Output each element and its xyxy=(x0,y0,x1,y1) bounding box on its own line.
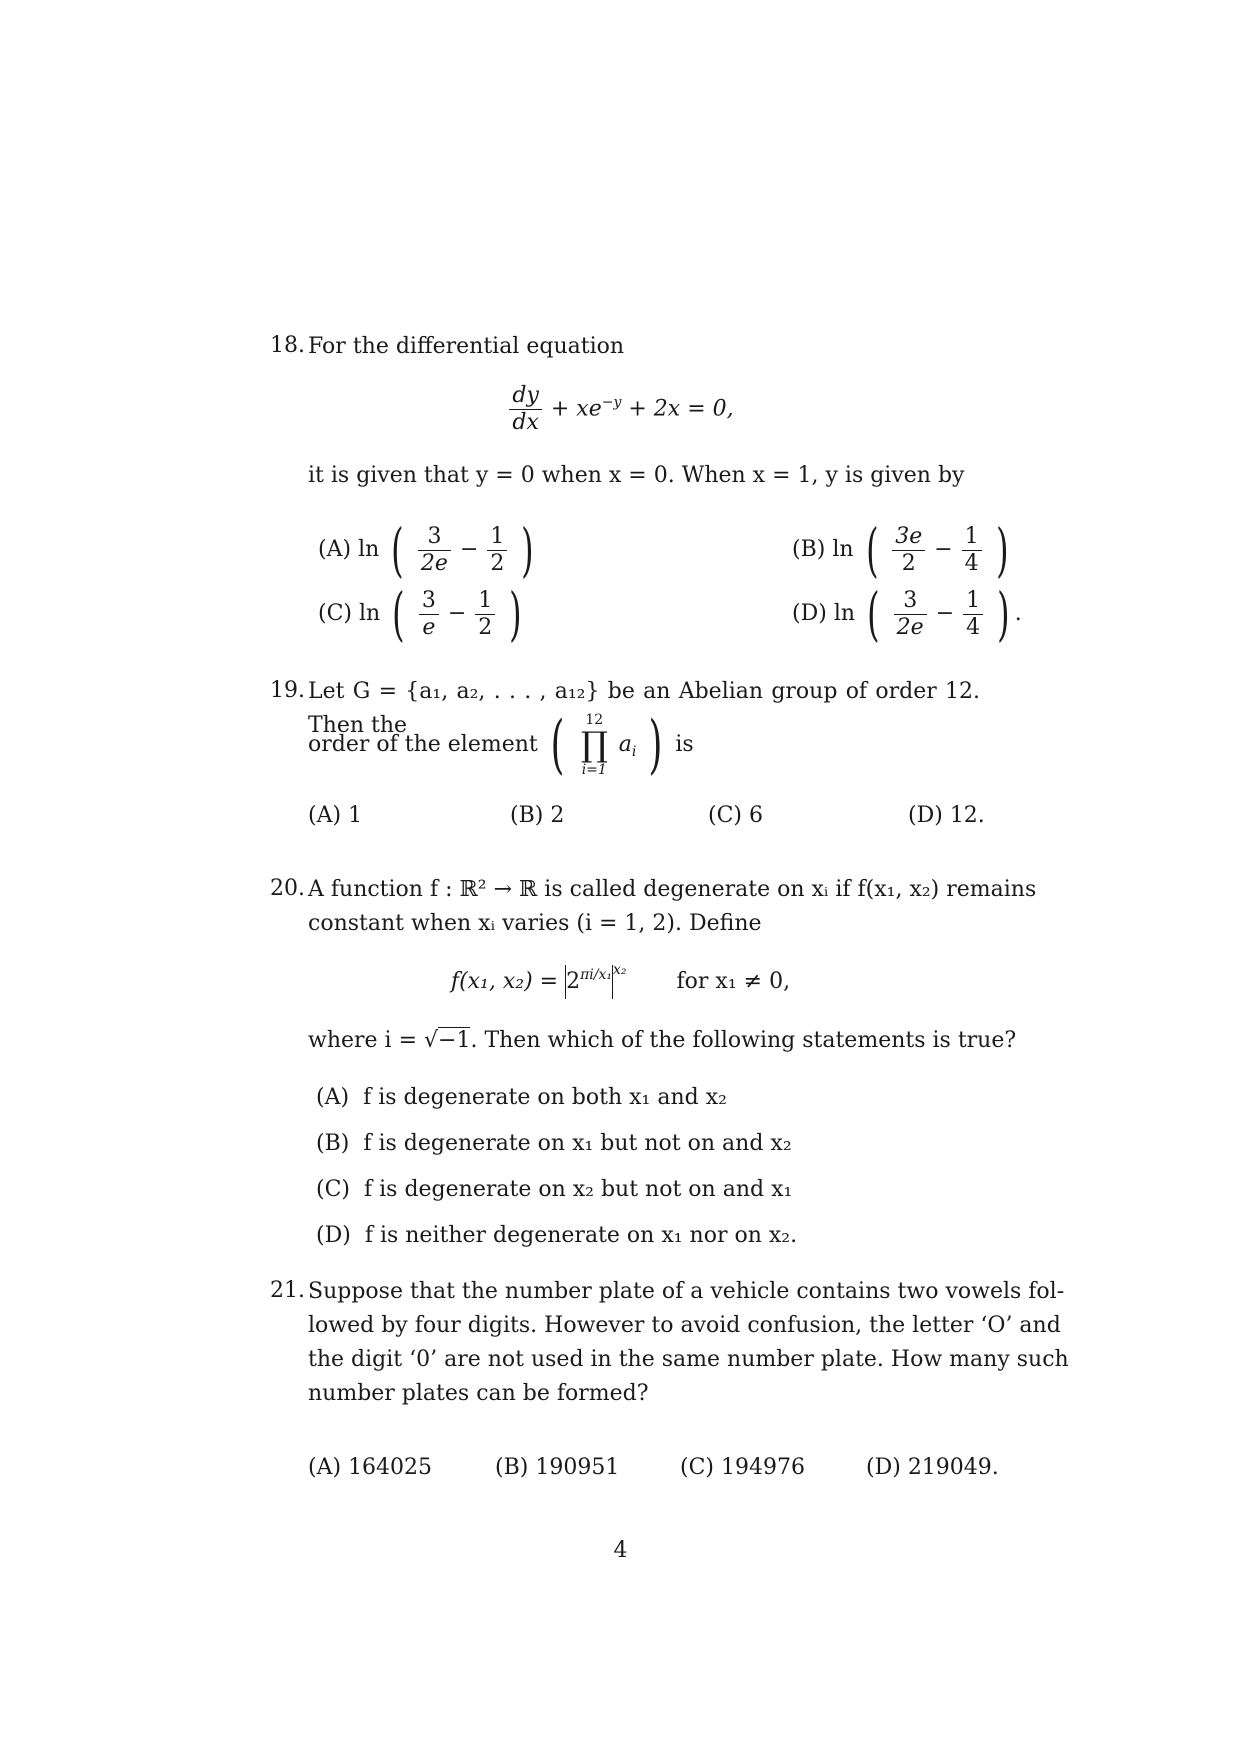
option-c[interactable]: (C) f is degenerate on x₂ but not on and x₁ xyxy=(316,1177,793,1202)
option-c[interactable]: (C) ln ( $\frac{3}{e}$ − $\frac{1}{2}$ ) xyxy=(318,580,522,648)
question-number: 20. xyxy=(270,876,305,901)
option-a[interactable]: (A) ln ( $\frac{3}{2e}$ − $\frac{1}{2}$ ) xyxy=(318,516,534,584)
option-d[interactable]: (D) ln ( $\frac{3}{2e}$ − $\frac{1}{4}$ ) . xyxy=(792,580,1022,648)
question-line-2: constant when xᵢ varies (i = 1, 2). Define xyxy=(308,911,762,936)
equation-fraction: $\frac{dy}{dx}$ xyxy=(509,383,542,436)
where-clause: where i = √−1. Then which of the following statements is true? xyxy=(308,1028,1017,1053)
question-intro: For the differential equation xyxy=(308,334,625,359)
question-line-3: the digit ‘0’ are not used in the same number plate. How many such xyxy=(308,1347,1069,1372)
question-number: 18. xyxy=(270,333,305,358)
question-line-1: Let G = {a₁, a₂, . . . , a₁₂} be an Abelian group of order 12. Then the xyxy=(308,679,980,738)
question-line-1: Suppose that the number plate of a vehicle contains two vowels fol- xyxy=(308,1279,1065,1304)
option-a[interactable]: (A) 1 xyxy=(308,803,363,828)
option-d[interactable]: (D) 12. xyxy=(908,803,985,828)
page-number: 4 xyxy=(613,1538,628,1563)
option-b[interactable]: (B) 2 xyxy=(510,803,565,828)
function-definition: f(x₁, $x_2) = 2^{\pi i/x_1x_2}$ for x₁ ≠ 0, xyxy=(0,962,1241,999)
option-a[interactable]: (A) 164025 xyxy=(308,1455,433,1480)
option-b[interactable]: (B) ln ( $\frac{3e}{2}$ − $\frac{1}{4}$ ) xyxy=(792,516,1009,584)
option-c[interactable]: (C) 194976 xyxy=(680,1455,805,1480)
option-b[interactable]: (B) f is degenerate on x₁ but not on and x₂ xyxy=(316,1131,792,1156)
option-b[interactable]: (B) 190951 xyxy=(495,1455,620,1480)
initial-condition: it is given that y = 0 when x = 0. When x = 1, y is given by xyxy=(308,463,965,488)
question-line-2: order of the element ( 12 ∏ i=1 $a_i$ ) is xyxy=(308,708,694,782)
option-c[interactable]: (C) 6 xyxy=(708,803,763,828)
product-symbol: 12 ∏ i=1 xyxy=(580,712,608,778)
option-a[interactable]: (A) f is degenerate on both x₁ and x₂ xyxy=(316,1085,727,1110)
question-line-2: lowed by four digits. However to avoid confusion, the letter ‘O’ and xyxy=(308,1313,1061,1338)
question-line-4: number plates can be formed? xyxy=(308,1381,649,1406)
question-line-1: A function f : ℝ² → ℝ is called degenerate on xᵢ if f(x₁, x₂) remains xyxy=(308,877,1037,902)
question-number: 21. xyxy=(270,1278,305,1303)
differential-equation: $\frac{dy}{dx}$ + $xe^{-y} + 2x = 0$, xyxy=(0,383,1241,436)
option-d[interactable]: (D) 219049. xyxy=(866,1455,999,1480)
question-number: 19. xyxy=(270,678,305,703)
option-d[interactable]: (D) f is neither degenerate on x₁ nor on x₂. xyxy=(316,1223,798,1248)
